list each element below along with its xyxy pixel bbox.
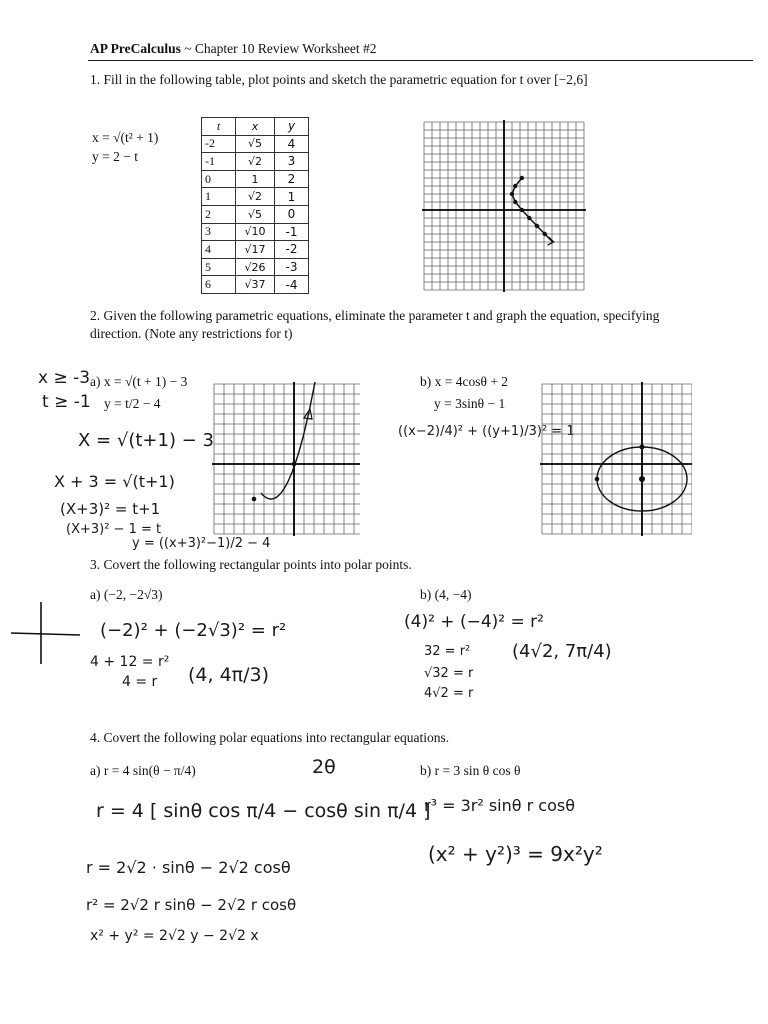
q3a-work-line: 4 = r	[122, 674, 158, 690]
table-header: x	[236, 118, 275, 136]
table-cell: -3	[275, 258, 309, 276]
q4-note: 2θ	[312, 756, 336, 778]
q2a-work-line: t ≥ -1	[42, 392, 91, 412]
course-title: AP PreCalculus	[90, 41, 181, 56]
q4a-work-line: r = 2√2 · sinθ − 2√2 cosθ	[86, 858, 291, 877]
q3a-work-line: 4 + 12 = r²	[90, 654, 170, 670]
worksheet-header	[90, 41, 377, 57]
plot-point	[513, 184, 517, 188]
table-cell: -2	[202, 135, 236, 153]
table-cell: √5	[236, 135, 275, 153]
table-cell: 4	[275, 135, 309, 153]
table-cell: 1	[275, 188, 309, 206]
q2a-work-line: X + 3 = √(t+1)	[54, 472, 175, 491]
table-cell: √2	[236, 153, 275, 171]
q3-prompt: 3. Covert the following rectangular points into polar points.	[90, 557, 412, 572]
q1-eq-x: x = √(t² + 1)	[92, 130, 159, 145]
plot-point	[520, 208, 524, 212]
plot-point	[513, 200, 517, 204]
table-cell: -4	[275, 276, 309, 294]
q2a-work-line: (X+3)² − 1 = t	[66, 522, 162, 537]
q1-table	[201, 117, 309, 294]
table-cell: -2	[275, 241, 309, 259]
table-row	[202, 135, 309, 153]
table-cell: 1	[236, 170, 275, 188]
table-header: y	[275, 118, 309, 136]
q2b-eq-y: y = 3sinθ − 1	[434, 396, 506, 411]
q2a-work-line: (X+3)² = t+1	[60, 500, 161, 518]
q2a-eq-y: y = t/2 − 4	[104, 396, 161, 411]
table-cell: 3	[202, 223, 236, 241]
table-cell: 5	[202, 258, 236, 276]
table-row	[202, 170, 309, 188]
header-rule	[88, 60, 753, 61]
q3a-point: a) (−2, −2√3)	[90, 587, 163, 602]
table-cell: √5	[236, 205, 275, 223]
table-cell: √2	[236, 188, 275, 206]
table-row	[202, 153, 309, 171]
plot-point	[510, 192, 514, 196]
q4-prompt: 4. Covert the following polar equations into rectangular equations.	[90, 730, 450, 745]
table-cell: -1	[202, 153, 236, 171]
q4a-work-line: x² + y² = 2√2 y − 2√2 x	[90, 928, 259, 944]
q2a-work-line: x ≥ -3	[38, 368, 91, 388]
q4a-equation: a) r = 4 sin(θ − π/4)	[90, 763, 196, 778]
q3b-work-line: (4)² + (−4)² = r²	[404, 612, 544, 632]
q4b-work-line: (x² + y²)³ = 9x²y²	[428, 842, 603, 866]
table-row	[202, 188, 309, 206]
q1-prompt: 1. Fill in the following table, plot points and sketch the parametric equation for t over [−2,6]	[90, 72, 588, 87]
table-row	[202, 276, 309, 294]
table-row	[202, 205, 309, 223]
q4a-work-line: r² = 2√2 r sinθ − 2√2 r cosθ	[86, 896, 297, 914]
table-row	[202, 241, 309, 259]
table-header-row	[202, 118, 309, 136]
table-row	[202, 258, 309, 276]
q2-prompt-line2: direction. (Note any restrictions for t)	[90, 326, 293, 341]
q3b-work-line: 32 = r²	[424, 644, 471, 659]
parametric-curve	[261, 382, 316, 499]
table-cell: 2	[202, 205, 236, 223]
table-cell: 1	[202, 188, 236, 206]
table-header: t	[202, 118, 236, 136]
q4b-equation: b) r = 3 sin θ cos θ	[420, 763, 521, 778]
q1-eq-y: y = 2 − t	[92, 149, 138, 164]
table-cell: -1	[275, 223, 309, 241]
worksheet-title: ~ Chapter 10 Review Worksheet #2	[180, 41, 377, 56]
q3b-answer: (4√2, 7π/4)	[512, 641, 612, 662]
table-cell: 6	[202, 276, 236, 294]
q3a-work-line: (−2)² + (−2√3)² = r²	[100, 620, 287, 641]
table-cell: √26	[236, 258, 275, 276]
q2-prompt-line1: 2. Given the following parametric equations, eliminate the parameter t and graph the equation, specifying	[90, 308, 660, 323]
coordinate-cross-sketch	[8, 600, 82, 666]
q2a-eq-x: a) x = √(t + 1) − 3	[90, 374, 188, 389]
q2a-work-line: y = ((x+3)²−1)/2 − 4	[132, 536, 271, 551]
table-cell: 0	[275, 205, 309, 223]
plot-point	[527, 216, 531, 220]
plot-point	[640, 445, 645, 450]
q3b-point: b) (4, −4)	[420, 587, 472, 602]
plot-point	[595, 477, 600, 482]
q2a-graph	[212, 382, 360, 536]
table-cell: √37	[236, 276, 275, 294]
table-cell: 4	[202, 241, 236, 259]
q4b-work-line: r³ = 3r² sinθ r cosθ	[424, 796, 575, 815]
table-cell: 3	[275, 153, 309, 171]
table-cell: √17	[236, 241, 275, 259]
start-point	[252, 497, 257, 502]
plot-point	[520, 176, 524, 180]
q2b-work: ((x−2)/4)² + ((y+1)/3)² = 1	[398, 424, 575, 439]
table-cell: 0	[202, 170, 236, 188]
table-cell: √10	[236, 223, 275, 241]
table-cell: 2	[275, 170, 309, 188]
q3b-work-line: 4√2 = r	[424, 686, 474, 701]
plot-point	[535, 224, 539, 228]
center-point	[639, 476, 645, 482]
q4a-work-line: r = 4 [ sinθ cos π/4 − cosθ sin π/4 ]	[96, 800, 431, 822]
q2b-eq-x: b) x = 4cosθ + 2	[420, 374, 509, 389]
q3b-work-line: √32 = r	[424, 666, 474, 681]
q3a-answer: (4, 4π/3)	[188, 664, 270, 686]
table-row	[202, 223, 309, 241]
q2a-work-line: X = √(t+1) − 3	[78, 430, 214, 451]
q1-graph	[422, 120, 588, 292]
q2b-graph	[540, 382, 692, 536]
plot-point	[292, 462, 297, 467]
plot-point	[543, 232, 547, 236]
